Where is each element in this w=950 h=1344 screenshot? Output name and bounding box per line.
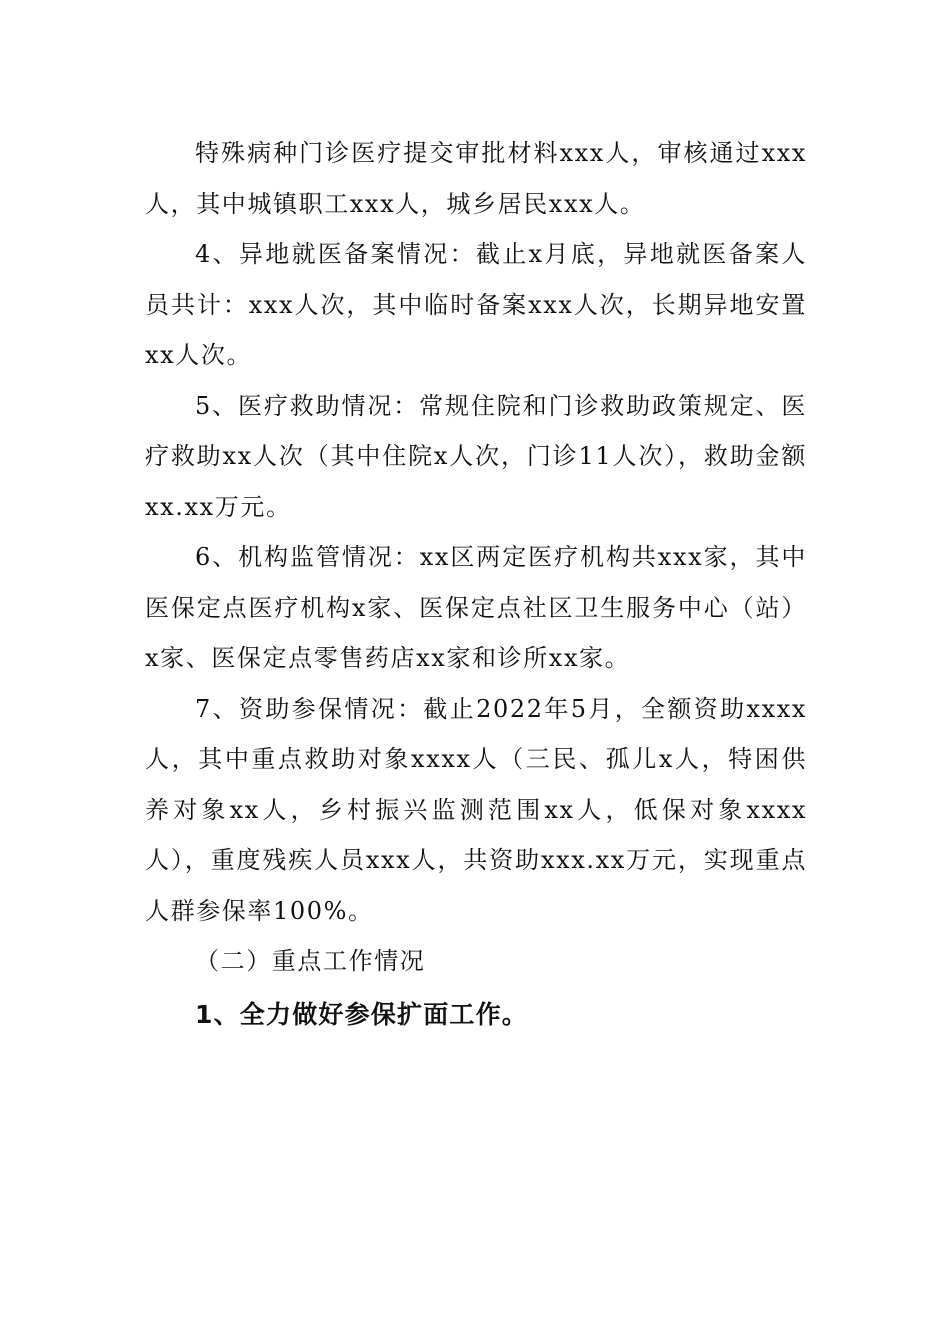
- paragraph-medical-assistance: 5、医疗救助情况：常规住院和门诊救助政策规定、医疗救助xx人次（其中住院x人次，门诊11人次），救助金额xx.xx万元。: [145, 391, 807, 521]
- paragraph-institution-supervision: 6、机构监管情况：xx区两定医疗机构共xxx家，其中医保定点医疗机构x家、医保定点社区卫生服务中心（站）x家、医保定点零售药店xx家和诊所xx家。: [145, 543, 807, 672]
- paragraph-offsite-medical-filing: 4、异地就医备案情况：截止x月底，异地就医备案人员共计：xxx人次，其中临时备案xxx人次，长期异地安置xx人次。: [145, 240, 807, 369]
- section-subheading: （二）重点工作情况: [195, 947, 426, 975]
- paragraph-special-disease-outpatient: 特殊病种门诊医疗提交审批材料xxx人，审核通过xxx人，其中城镇职工xxx人，城乡居民xxx人。: [145, 139, 807, 218]
- paragraph-insurance-subsidy: 7、资助参保情况：截止2022年5月，全额资助xxxx人，其中重点救助对象xxxx人（三民、孤儿x人，特困供养对象xx人，乡村振兴监测范围xx人，低保对象xxxx人），重度残疾人员xxx人，共资助xxx.xx万元，实现重点人群参保率100%。: [145, 694, 807, 925]
- document-body: [145, 128, 807, 1043]
- bold-section-heading: 1、全力做好参保扩面工作。: [195, 999, 528, 1029]
